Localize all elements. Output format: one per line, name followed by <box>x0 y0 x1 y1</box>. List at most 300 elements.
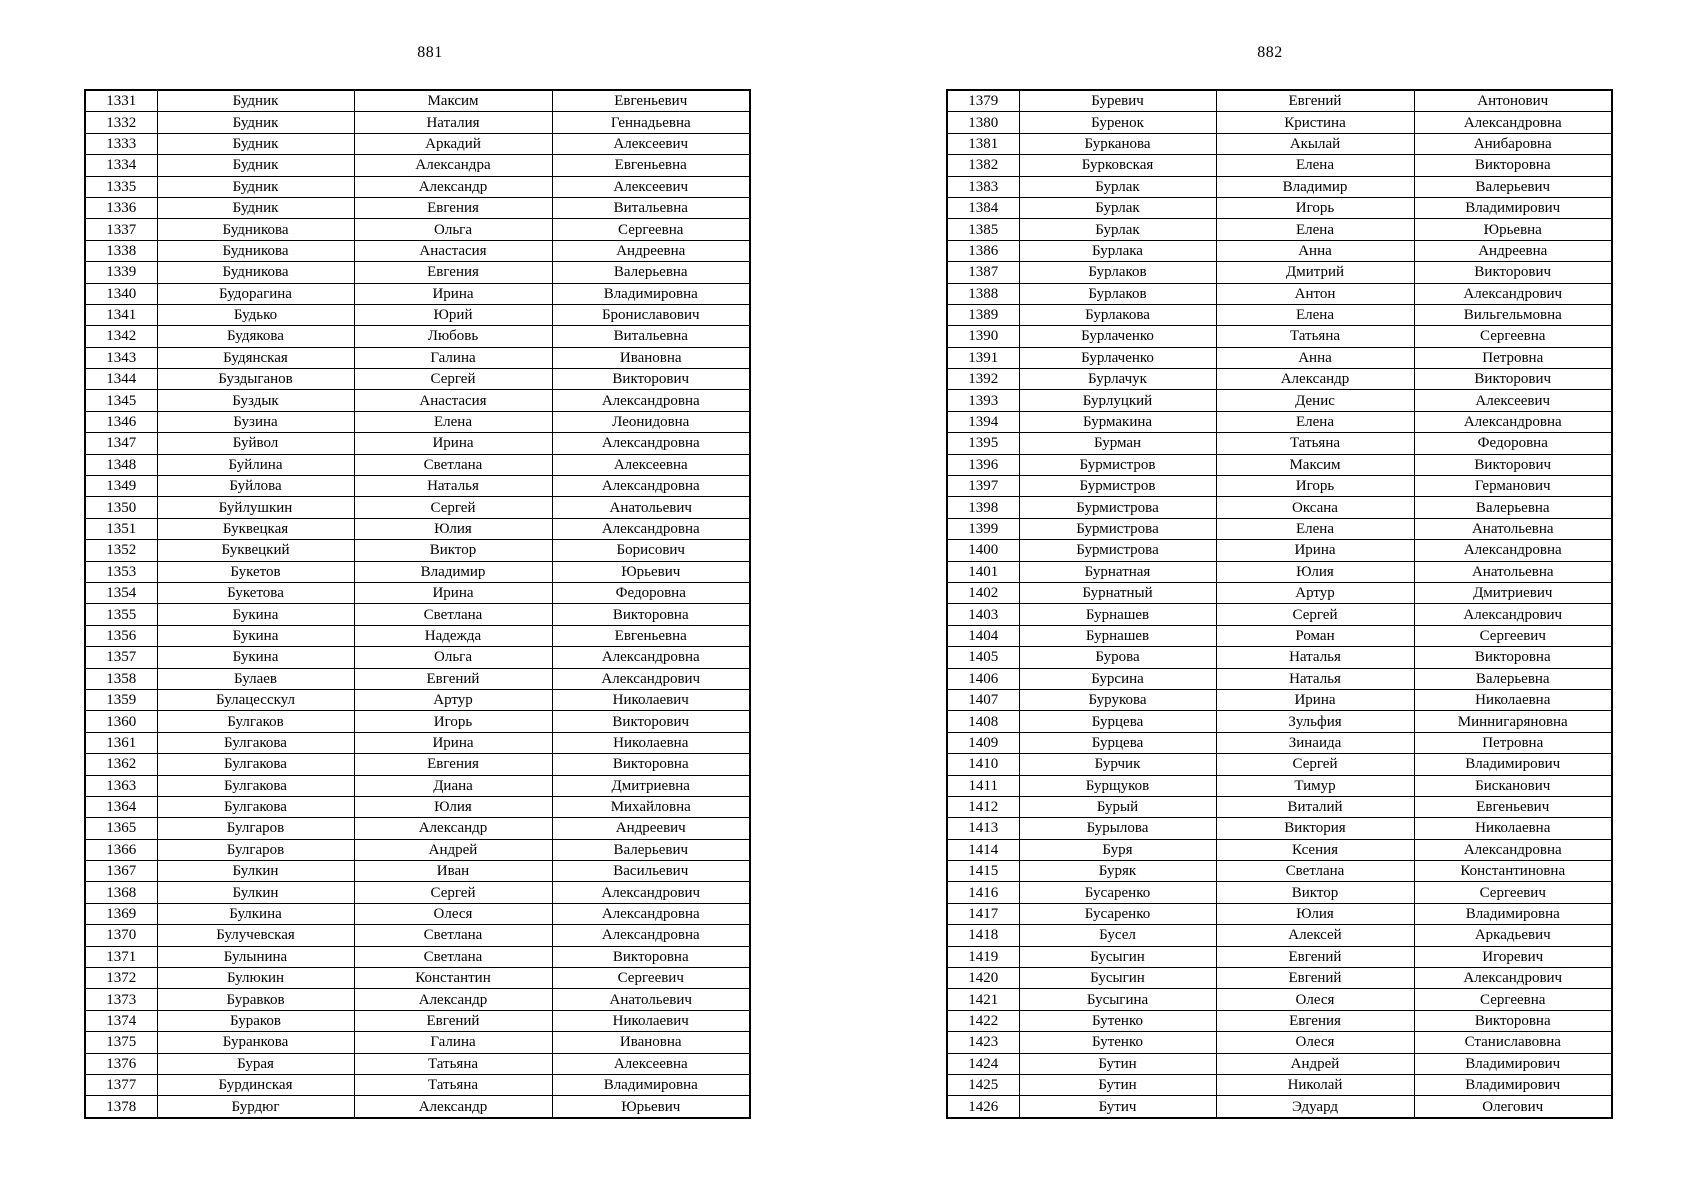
table-row <box>947 454 1612 475</box>
first-name-cell: Евгения <box>354 754 552 775</box>
table-row <box>85 561 750 582</box>
table-row <box>85 711 750 732</box>
patronymic-cell: Петровна <box>1414 732 1612 753</box>
first-name-cell: Светлана <box>354 946 552 967</box>
surname-cell: Буквецкая <box>157 518 354 539</box>
table-row <box>85 647 750 668</box>
patronymic-cell: Сергеевич <box>552 968 750 989</box>
first-name-cell: Светлана <box>354 454 552 475</box>
row-number: 1394 <box>947 411 1019 432</box>
first-name-cell: Наталия <box>354 112 552 133</box>
first-name-cell: Юлия <box>354 796 552 817</box>
first-name-cell: Александр <box>354 989 552 1010</box>
first-name-cell: Светлана <box>1216 861 1414 882</box>
patronymic-cell: Владимировна <box>552 283 750 304</box>
row-number: 1373 <box>85 989 157 1010</box>
patronymic-cell: Михайловна <box>552 796 750 817</box>
table-row <box>85 625 750 646</box>
patronymic-cell: Олегович <box>1414 1096 1612 1118</box>
first-name-cell: Олеся <box>1216 989 1414 1010</box>
row-number: 1424 <box>947 1053 1019 1074</box>
surname-cell: Бусыгин <box>1019 946 1216 967</box>
table-row <box>85 796 750 817</box>
patronymic-cell: Дмитриевич <box>1414 582 1612 603</box>
table-row <box>947 796 1612 817</box>
surname-cell: Букетова <box>157 582 354 603</box>
surname-cell: Бурлаков <box>1019 262 1216 283</box>
row-number: 1399 <box>947 518 1019 539</box>
row-number: 1351 <box>85 518 157 539</box>
first-name-cell: Евгений <box>1216 90 1414 112</box>
first-name-cell: Роман <box>1216 625 1414 646</box>
row-number: 1421 <box>947 989 1019 1010</box>
patronymic-cell: Викторович <box>552 711 750 732</box>
table-row <box>947 1010 1612 1031</box>
first-name-cell: Александр <box>1216 369 1414 390</box>
table-row <box>85 240 750 261</box>
first-name-cell: Юлия <box>1216 903 1414 924</box>
first-name-cell: Елена <box>354 411 552 432</box>
patronymic-cell: Сергеевич <box>1414 882 1612 903</box>
row-number: 1375 <box>85 1032 157 1053</box>
table-row <box>85 112 750 133</box>
table-row <box>85 454 750 475</box>
surname-cell: Бурлаченко <box>1019 347 1216 368</box>
left-page <box>64 0 784 1200</box>
surname-cell: Буйлушкин <box>157 497 354 518</box>
row-number: 1425 <box>947 1074 1019 1095</box>
surname-cell: Будько <box>157 304 354 325</box>
table-row <box>85 668 750 689</box>
patronymic-cell: Вильгельмовна <box>1414 304 1612 325</box>
row-number: 1363 <box>85 775 157 796</box>
patronymic-cell: Ивановна <box>552 1032 750 1053</box>
patronymic-cell: Александровна <box>552 518 750 539</box>
first-name-cell: Елена <box>1216 155 1414 176</box>
surname-cell: Бутенко <box>1019 1010 1216 1031</box>
first-name-cell: Александр <box>354 176 552 197</box>
row-number: 1339 <box>85 262 157 283</box>
surname-cell: Булгакова <box>157 796 354 817</box>
surname-cell: Бурмистрова <box>1019 497 1216 518</box>
surname-cell: Буря <box>1019 839 1216 860</box>
table-row <box>947 689 1612 710</box>
row-number: 1346 <box>85 411 157 432</box>
table-row <box>85 582 750 603</box>
first-name-cell: Ирина <box>354 582 552 603</box>
row-number: 1404 <box>947 625 1019 646</box>
row-number: 1388 <box>947 283 1019 304</box>
first-name-cell: Татьяна <box>1216 433 1414 454</box>
row-number: 1389 <box>947 304 1019 325</box>
first-name-cell: Сергей <box>354 369 552 390</box>
table-row <box>947 882 1612 903</box>
row-number: 1350 <box>85 497 157 518</box>
surname-cell: Бусыгина <box>1019 989 1216 1010</box>
row-number: 1365 <box>85 818 157 839</box>
row-number: 1340 <box>85 283 157 304</box>
first-name-cell: Владимир <box>354 561 552 582</box>
surname-cell: Булкина <box>157 903 354 924</box>
patronymic-cell: Петровна <box>1414 347 1612 368</box>
patronymic-cell: Александровна <box>552 925 750 946</box>
first-name-cell: Диана <box>354 775 552 796</box>
patronymic-cell: Александрович <box>1414 283 1612 304</box>
surname-cell: Бурлак <box>1019 197 1216 218</box>
row-number: 1406 <box>947 668 1019 689</box>
surname-cell: Бурцева <box>1019 732 1216 753</box>
table-row <box>947 989 1612 1010</box>
table-row <box>85 326 750 347</box>
row-number: 1382 <box>947 155 1019 176</box>
table-row <box>85 1074 750 1095</box>
row-number: 1370 <box>85 925 157 946</box>
patronymic-cell: Викторовна <box>1414 1010 1612 1031</box>
table-row <box>947 326 1612 347</box>
table-row <box>947 925 1612 946</box>
table-row <box>947 112 1612 133</box>
surname-cell: Буздык <box>157 390 354 411</box>
row-number: 1383 <box>947 176 1019 197</box>
table-row <box>85 968 750 989</box>
table-row <box>947 968 1612 989</box>
table-row <box>85 861 750 882</box>
surname-cell: Булаев <box>157 668 354 689</box>
first-name-cell: Тимур <box>1216 775 1414 796</box>
patronymic-cell: Владимирович <box>1414 754 1612 775</box>
first-name-cell: Сергей <box>354 497 552 518</box>
surname-cell: Буревич <box>1019 90 1216 112</box>
surname-cell: Булгакова <box>157 732 354 753</box>
patronymic-cell: Алексеевна <box>552 1053 750 1074</box>
table-row <box>947 1074 1612 1095</box>
patronymic-cell: Викторович <box>1414 369 1612 390</box>
patronymic-cell: Андреевич <box>552 818 750 839</box>
first-name-cell: Сергей <box>1216 604 1414 625</box>
roster-table <box>84 89 751 1119</box>
row-number: 1379 <box>947 90 1019 112</box>
surname-cell: Бурмистрова <box>1019 540 1216 561</box>
surname-cell: Бурман <box>1019 433 1216 454</box>
patronymic-cell: Брониславович <box>552 304 750 325</box>
patronymic-cell: Антонович <box>1414 90 1612 112</box>
row-number: 1331 <box>85 90 157 112</box>
roster-table <box>946 89 1613 1119</box>
first-name-cell: Елена <box>1216 411 1414 432</box>
table-row <box>85 283 750 304</box>
patronymic-cell: Владимирович <box>1414 1074 1612 1095</box>
patronymic-cell: Владимирович <box>1414 197 1612 218</box>
patronymic-cell: Анатольевич <box>552 989 750 1010</box>
row-number: 1412 <box>947 796 1019 817</box>
first-name-cell: Елена <box>1216 219 1414 240</box>
first-name-cell: Зинаида <box>1216 732 1414 753</box>
surname-cell: Булгакова <box>157 754 354 775</box>
table-row <box>85 197 750 218</box>
row-number: 1367 <box>85 861 157 882</box>
surname-cell: Будник <box>157 112 354 133</box>
patronymic-cell: Александрович <box>1414 968 1612 989</box>
surname-cell: Бурнатная <box>1019 561 1216 582</box>
patronymic-cell: Алексеевич <box>1414 390 1612 411</box>
surname-cell: Бурцева <box>1019 711 1216 732</box>
surname-cell: Будорагина <box>157 283 354 304</box>
surname-cell: Бурдинская <box>157 1074 354 1095</box>
first-name-cell: Андрей <box>1216 1053 1414 1074</box>
first-name-cell: Евгения <box>354 197 552 218</box>
row-number: 1391 <box>947 347 1019 368</box>
table-row <box>85 390 750 411</box>
first-name-cell: Ольга <box>354 647 552 668</box>
patronymic-cell: Сергеевич <box>1414 625 1612 646</box>
surname-cell: Букетов <box>157 561 354 582</box>
first-name-cell: Татьяна <box>1216 326 1414 347</box>
row-number: 1372 <box>85 968 157 989</box>
first-name-cell: Ирина <box>1216 540 1414 561</box>
row-number: 1345 <box>85 390 157 411</box>
table-row <box>947 304 1612 325</box>
patronymic-cell: Викторовна <box>1414 647 1612 668</box>
row-number: 1408 <box>947 711 1019 732</box>
row-number: 1422 <box>947 1010 1019 1031</box>
surname-cell: Булынина <box>157 946 354 967</box>
first-name-cell: Надежда <box>354 625 552 646</box>
first-name-cell: Наталья <box>354 476 552 497</box>
table-row <box>85 732 750 753</box>
surname-cell: Будник <box>157 155 354 176</box>
row-number: 1368 <box>85 882 157 903</box>
first-name-cell: Евгений <box>354 668 552 689</box>
first-name-cell: Александр <box>354 818 552 839</box>
first-name-cell: Ирина <box>1216 689 1414 710</box>
row-number: 1349 <box>85 476 157 497</box>
patronymic-cell: Васильевич <box>552 861 750 882</box>
patronymic-cell: Викторовна <box>1414 155 1612 176</box>
surname-cell: Будянская <box>157 347 354 368</box>
patronymic-cell: Аркадьевич <box>1414 925 1612 946</box>
patronymic-cell: Игоревич <box>1414 946 1612 967</box>
table-row <box>85 989 750 1010</box>
first-name-cell: Николай <box>1216 1074 1414 1095</box>
row-number: 1354 <box>85 582 157 603</box>
table-row <box>947 732 1612 753</box>
surname-cell: Бусыгин <box>1019 968 1216 989</box>
table-row <box>947 561 1612 582</box>
table-row <box>947 540 1612 561</box>
patronymic-cell: Александровна <box>552 390 750 411</box>
surname-cell: Булгакова <box>157 775 354 796</box>
first-name-cell: Светлана <box>354 604 552 625</box>
row-number: 1334 <box>85 155 157 176</box>
row-number: 1403 <box>947 604 1019 625</box>
table-row <box>947 711 1612 732</box>
patronymic-cell: Валерьевич <box>552 839 750 860</box>
surname-cell: Будникова <box>157 219 354 240</box>
first-name-cell: Виктория <box>1216 818 1414 839</box>
table-row <box>947 668 1612 689</box>
first-name-cell: Светлана <box>354 925 552 946</box>
surname-cell: Бузина <box>157 411 354 432</box>
first-name-cell: Евгения <box>354 262 552 283</box>
table-row <box>85 1096 750 1118</box>
table-row <box>85 1010 750 1031</box>
row-number: 1377 <box>85 1074 157 1095</box>
table-row <box>947 283 1612 304</box>
table-row <box>947 1053 1612 1074</box>
row-number: 1416 <box>947 882 1019 903</box>
row-number: 1386 <box>947 240 1019 261</box>
surname-cell: Бурукова <box>1019 689 1216 710</box>
right-page <box>926 0 1646 1200</box>
surname-cell: Булюкин <box>157 968 354 989</box>
patronymic-cell: Анатольевна <box>1414 561 1612 582</box>
first-name-cell: Игорь <box>1216 476 1414 497</box>
first-name-cell: Елена <box>1216 518 1414 539</box>
patronymic-cell: Алексеевич <box>552 133 750 154</box>
surname-cell: Бурдюг <box>157 1096 354 1118</box>
first-name-cell: Ирина <box>354 433 552 454</box>
patronymic-cell: Юрьевна <box>1414 219 1612 240</box>
patronymic-cell: Анатольевич <box>552 497 750 518</box>
table-row <box>85 754 750 775</box>
surname-cell: Бурнатный <box>1019 582 1216 603</box>
surname-cell: Букина <box>157 604 354 625</box>
row-number: 1359 <box>85 689 157 710</box>
surname-cell: Бурканова <box>1019 133 1216 154</box>
patronymic-cell: Владимирович <box>1414 1053 1612 1074</box>
surname-cell: Бурнашев <box>1019 604 1216 625</box>
surname-cell: Бурковская <box>1019 155 1216 176</box>
row-number: 1344 <box>85 369 157 390</box>
table-row <box>947 197 1612 218</box>
first-name-cell: Юлия <box>354 518 552 539</box>
patronymic-cell: Евгеньевич <box>552 90 750 112</box>
first-name-cell: Виталий <box>1216 796 1414 817</box>
surname-cell: Булгаков <box>157 711 354 732</box>
table-row <box>85 839 750 860</box>
row-number: 1397 <box>947 476 1019 497</box>
first-name-cell: Кристина <box>1216 112 1414 133</box>
first-name-cell: Татьяна <box>354 1053 552 1074</box>
table-row <box>85 1053 750 1074</box>
surname-cell: Бурмакина <box>1019 411 1216 432</box>
row-number: 1381 <box>947 133 1019 154</box>
first-name-cell: Олеся <box>354 903 552 924</box>
surname-cell: Бурылова <box>1019 818 1216 839</box>
table-row <box>947 604 1612 625</box>
surname-cell: Бурый <box>1019 796 1216 817</box>
first-name-cell: Наталья <box>1216 647 1414 668</box>
table-row <box>947 818 1612 839</box>
page-number: 881 <box>417 44 443 61</box>
patronymic-cell: Витальевна <box>552 197 750 218</box>
row-number: 1420 <box>947 968 1019 989</box>
patronymic-cell: Николаевна <box>1414 818 1612 839</box>
first-name-cell: Александра <box>354 155 552 176</box>
table-row <box>85 604 750 625</box>
patronymic-cell: Владимировна <box>1414 903 1612 924</box>
row-number: 1356 <box>85 625 157 646</box>
surname-cell: Бурова <box>1019 647 1216 668</box>
row-number: 1413 <box>947 818 1019 839</box>
surname-cell: Булкин <box>157 882 354 903</box>
first-name-cell: Евгения <box>1216 1010 1414 1031</box>
surname-cell: Булацесскул <box>157 689 354 710</box>
table-row <box>85 476 750 497</box>
first-name-cell: Владимир <box>1216 176 1414 197</box>
row-number: 1380 <box>947 112 1019 133</box>
patronymic-cell: Александровна <box>552 903 750 924</box>
surname-cell: Бурая <box>157 1053 354 1074</box>
first-name-cell: Евгений <box>1216 946 1414 967</box>
row-number: 1387 <box>947 262 1019 283</box>
surname-cell: Бурмистров <box>1019 476 1216 497</box>
row-number: 1332 <box>85 112 157 133</box>
table-row <box>85 946 750 967</box>
patronymic-cell: Викторовна <box>552 604 750 625</box>
patronymic-cell: Александрович <box>552 882 750 903</box>
surname-cell: Бутич <box>1019 1096 1216 1118</box>
row-number: 1407 <box>947 689 1019 710</box>
surname-cell: Бусаренко <box>1019 903 1216 924</box>
patronymic-cell: Евгеньевна <box>552 625 750 646</box>
row-number: 1335 <box>85 176 157 197</box>
patronymic-cell: Александровна <box>552 433 750 454</box>
row-number: 1384 <box>947 197 1019 218</box>
surname-cell: Булучевская <box>157 925 354 946</box>
surname-cell: Буравков <box>157 989 354 1010</box>
row-number: 1417 <box>947 903 1019 924</box>
first-name-cell: Александр <box>354 1096 552 1118</box>
row-number: 1366 <box>85 839 157 860</box>
surname-cell: Буквецкий <box>157 540 354 561</box>
table-row <box>947 1032 1612 1053</box>
first-name-cell: Наталья <box>1216 668 1414 689</box>
patronymic-cell: Александрович <box>1414 604 1612 625</box>
row-number: 1418 <box>947 925 1019 946</box>
patronymic-cell: Германович <box>1414 476 1612 497</box>
row-number: 1405 <box>947 647 1019 668</box>
patronymic-cell: Александровна <box>1414 839 1612 860</box>
first-name-cell: Алексей <box>1216 925 1414 946</box>
patronymic-cell: Александровна <box>1414 112 1612 133</box>
table-row <box>947 390 1612 411</box>
first-name-cell: Анастасия <box>354 390 552 411</box>
first-name-cell: Виктор <box>354 540 552 561</box>
first-name-cell: Артур <box>354 689 552 710</box>
patronymic-cell: Валерьевна <box>1414 497 1612 518</box>
patronymic-cell: Владимировна <box>552 1074 750 1095</box>
row-number: 1402 <box>947 582 1019 603</box>
first-name-cell: Анастасия <box>354 240 552 261</box>
patronymic-cell: Анатольевна <box>1414 518 1612 539</box>
table-row <box>947 1096 1612 1118</box>
surname-cell: Бурлак <box>1019 176 1216 197</box>
surname-cell: Будник <box>157 197 354 218</box>
surname-cell: Будник <box>157 176 354 197</box>
table-row <box>85 347 750 368</box>
first-name-cell: Елена <box>1216 304 1414 325</box>
table-row <box>85 518 750 539</box>
row-number: 1337 <box>85 219 157 240</box>
first-name-cell: Ирина <box>354 732 552 753</box>
row-number: 1376 <box>85 1053 157 1074</box>
row-number: 1400 <box>947 540 1019 561</box>
surname-cell: Булгаров <box>157 839 354 860</box>
row-number: 1385 <box>947 219 1019 240</box>
patronymic-cell: Александровна <box>1414 411 1612 432</box>
patronymic-cell: Валерьевна <box>1414 668 1612 689</box>
